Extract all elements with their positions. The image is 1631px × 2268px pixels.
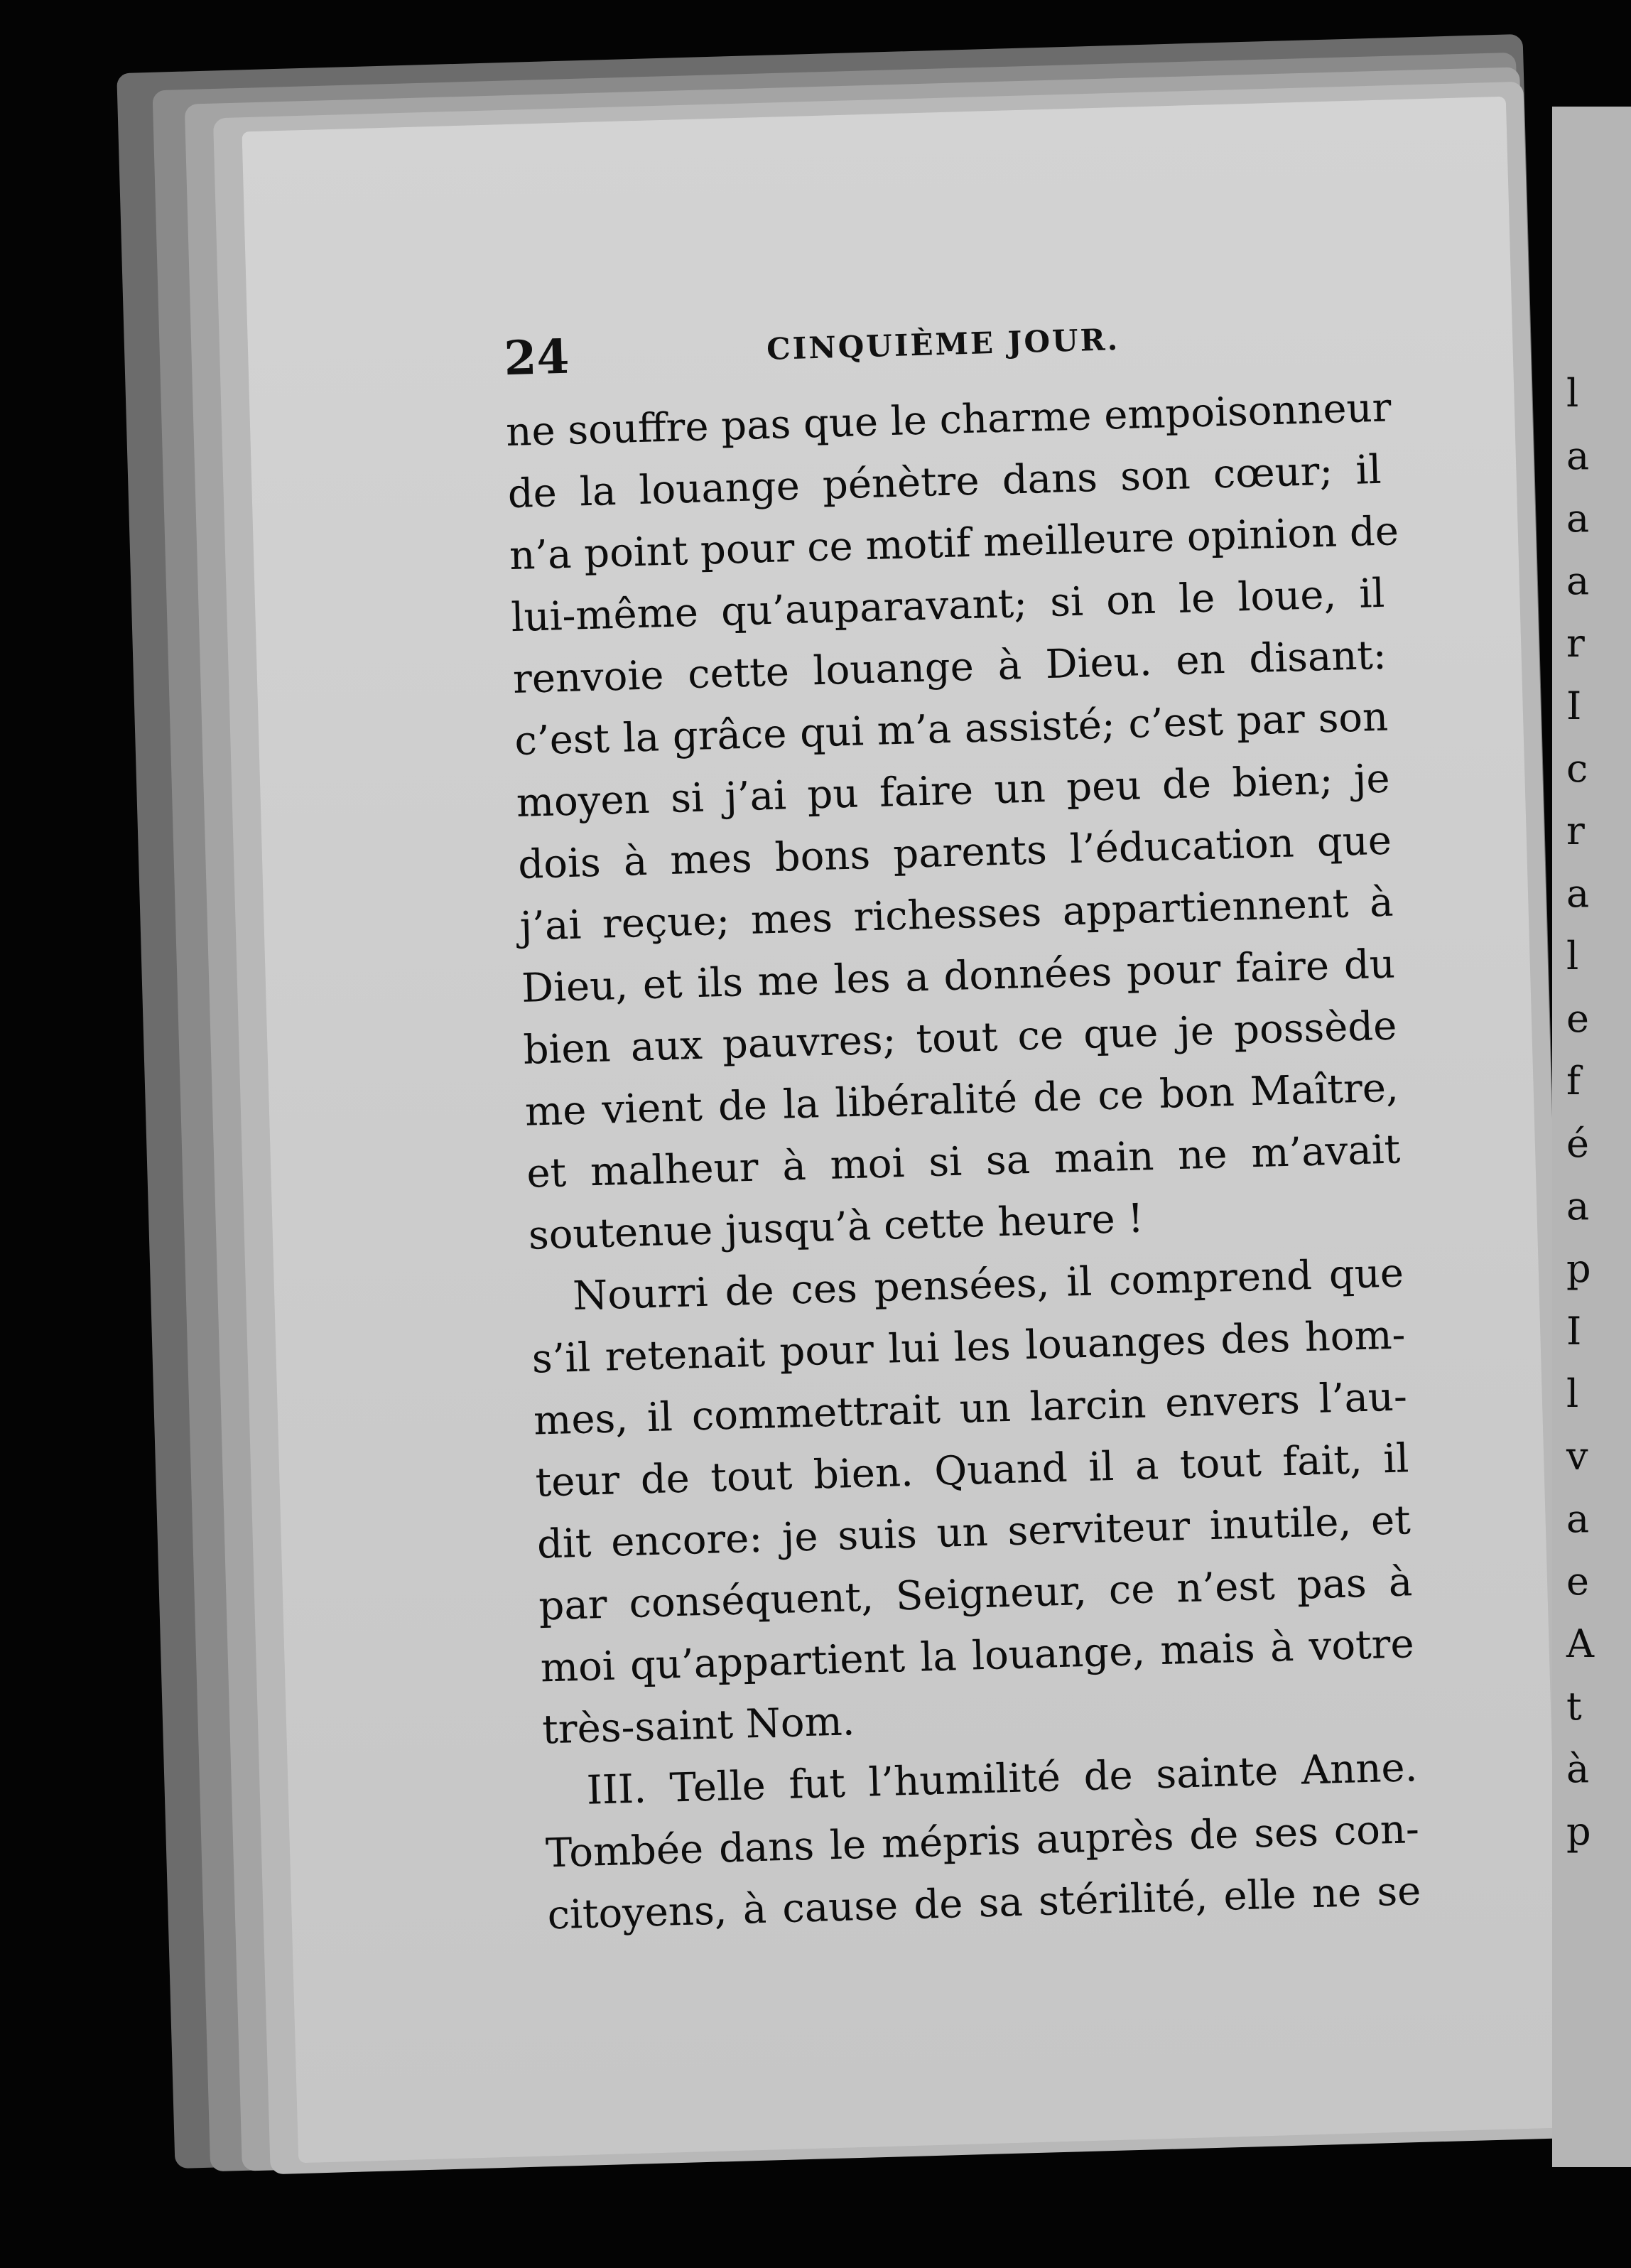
adjacent-page-letter: e — [1566, 996, 1589, 1041]
book-page — [242, 97, 1562, 2164]
adjacent-page-letter: t — [1566, 1684, 1582, 1729]
page-number: 24 — [503, 328, 570, 387]
text-line: mes, il commettrait un larcin envers l’au- — [533, 1373, 1408, 1444]
adjacent-page-letter: r — [1566, 621, 1585, 666]
adjacent-page-letter: a — [1566, 871, 1590, 916]
adjacent-page-letter: I — [1566, 1309, 1582, 1354]
adjacent-page-letter: a — [1566, 433, 1590, 478]
adjacent-page-letter: I — [1566, 684, 1582, 728]
running-head: CINQUIÈME JOUR. — [766, 322, 1120, 367]
text-line: n’a point pour ce motif meilleure opinion de — [509, 508, 1399, 580]
adjacent-page-letter: à — [1566, 1746, 1590, 1791]
adjacent-page-letter: p — [1566, 1809, 1591, 1854]
adjacent-page-letter: a — [1566, 558, 1590, 603]
text-line: de la louange pénètre dans son cœur; il — [506, 446, 1382, 518]
text-line: s’il retenait pour lui les louanges des hom- — [531, 1312, 1407, 1383]
text-line: renvoie cette louange à Dieu. en disant: — [512, 632, 1387, 703]
adjacent-page-letter: a — [1566, 496, 1590, 541]
text-line: Tombée dans le mépris auprès de ses con- — [545, 1806, 1420, 1877]
adjacent-page-letter: c — [1566, 746, 1588, 791]
adjacent-page-letter: a — [1566, 1496, 1590, 1541]
text-line: j’ai reçue; mes richesses appartiennent à — [519, 879, 1394, 950]
text-line: teur de tout bien. Quand il a tout fait, il — [534, 1435, 1410, 1506]
text-line: très-saint Nom. — [541, 1698, 856, 1754]
adjacent-page-letter: l — [1566, 1371, 1579, 1416]
text-line: me vient de la libéralité de ce bon Maître, — [524, 1064, 1399, 1135]
adjacent-page-letter: l — [1566, 934, 1579, 978]
text-line: Nourri de ces pensées, il comprend que — [572, 1250, 1404, 1320]
adjacent-page-letter: v — [1566, 1434, 1588, 1479]
text-line: ne souffre pas que le charme empoisonneur — [505, 384, 1392, 456]
text-line: bien aux pauvres; tout ce que je possède — [522, 1003, 1398, 1074]
text-line: moi qu’appartient la louange, mais à votre — [540, 1621, 1415, 1692]
adjacent-page-letter: e — [1566, 1559, 1589, 1604]
text-line: par conséquent, Seigneur, ce n’est pas à — [538, 1559, 1413, 1630]
text-line: Dieu, et ils me les a données pour faire du — [521, 941, 1396, 1012]
text-line: citoyens, à cause de sa stérilité, elle ne se — [546, 1868, 1422, 1939]
adjacent-page-letter: é — [1566, 1121, 1589, 1166]
text-line: lui-même qu’auparavant; si on le loue, il — [510, 570, 1386, 642]
adjacent-page-letter: a — [1566, 1184, 1590, 1228]
adjacent-page-letter: f — [1566, 1059, 1581, 1103]
body-text — [505, 377, 1421, 1946]
adjacent-page-letter: l — [1566, 371, 1579, 416]
adjacent-page-letter: p — [1566, 1246, 1591, 1291]
text-line: c’est la grâce qui m’a assisté; c’est par son — [514, 693, 1389, 765]
text-line: soutenue jusqu’à cette heure ! — [528, 1195, 1144, 1259]
adjacent-page-sliver — [1552, 107, 1631, 2167]
adjacent-page-fragments — [1552, 362, 1594, 1863]
text-line: dois à mes bons parents l’éducation que — [517, 817, 1392, 888]
text-line: moyen si j’ai pu faire un peu de bien; je — [516, 755, 1391, 826]
adjacent-page-letter: r — [1566, 809, 1585, 853]
adjacent-page-letter: A — [1566, 1621, 1594, 1666]
text-line: dit encore: je suis un serviteur inutile, et — [536, 1497, 1411, 1568]
text-line: III. Telle fut l’humilité de sainte Anne. — [585, 1744, 1419, 1814]
text-line: et malheur à moi si sa main ne m’avait — [526, 1126, 1401, 1197]
